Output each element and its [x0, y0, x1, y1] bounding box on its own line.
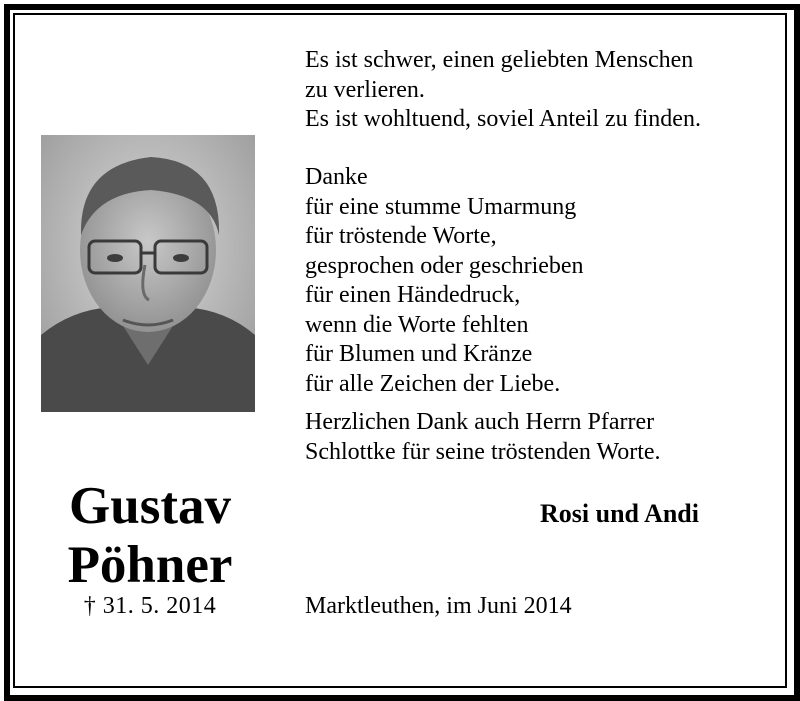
text-line: für tröstende Worte,: [305, 223, 497, 249]
text-line: für alle Zeichen der Liebe.: [305, 370, 561, 397]
death-date: † 31. 5. 2014: [83, 593, 217, 619]
text-line: Schlottke für seine tröstenden Worte.: [305, 438, 661, 465]
text-line: Danke: [305, 164, 368, 190]
text-line: Herzlichen Dank auch Herrn Pfarrer: [305, 409, 655, 435]
portrait-photo: [41, 135, 255, 412]
text-line: wenn die Worte fehlten: [305, 311, 529, 338]
intro-paragraph: [305, 46, 701, 135]
text-line: für Blumen und Kränze: [305, 341, 533, 367]
place-date: Marktleuthen, im Juni 2014: [305, 593, 572, 619]
text-line: für eine stumme Umarmung: [305, 193, 577, 220]
text-line: zu verlieren.: [305, 76, 425, 103]
text-line: für einen Händedruck,: [305, 282, 521, 308]
pastor-thanks-paragraph: [305, 408, 661, 467]
text-line: Es ist wohltuend, soviel Anteil zu finden.: [305, 106, 701, 132]
deceased-last-name: Pöhner: [67, 536, 233, 594]
text-line: gesprochen oder geschrieben: [305, 252, 584, 279]
deceased-first-name: Gustav: [69, 477, 231, 535]
thanks-paragraph: [305, 163, 584, 399]
signature: Rosi und Andi: [540, 499, 699, 528]
text-line: Es ist schwer, einen geliebten Menschen: [305, 47, 694, 73]
